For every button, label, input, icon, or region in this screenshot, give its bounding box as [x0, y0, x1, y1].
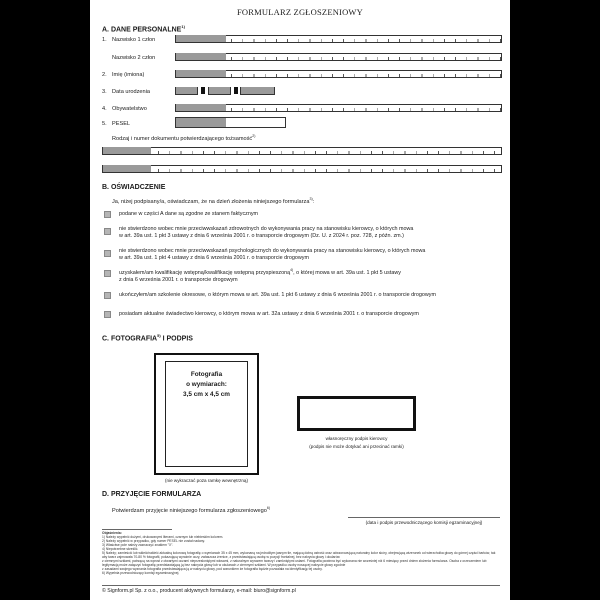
form-page: [90, 0, 510, 600]
document-filled-1: [103, 147, 151, 154]
form-title: FORMULARZ ZGŁOSZENIOWY: [237, 7, 363, 17]
statement-text-1: podane w części A dane są zgodne ze stanem faktycznym: [119, 211, 259, 217]
photo-text-line-3: 3,5 cm x 4,5 cm: [183, 391, 230, 398]
label-surname-2: Nazwisko 2 człon: [112, 55, 156, 61]
first-name-filled: [176, 70, 226, 77]
statement-intro: Ja, niżej podpisany/a, oświadczam, że na dzień złożenia niniejszego formularza$^{3)}$:: [112, 197, 315, 205]
document-filled-2: [103, 165, 151, 172]
statement-checkbox-1[interactable]: [104, 211, 111, 218]
footnote-5-cont: z ciemnymi szkłami, patrzącą na wprost z otwartymi oczami nieprzesłoniętymi włosami, z naturalnym wyrazem twarzy i zamkniętymi ustami. Fotografia powinna być wykonana nie wcześniej niż 6 miesięcy przed dniem złożenia formularza. Osoba z orzeczeniem lub legitymacją może załączyć fotografię przedstawiającą ją bez nakrycia głowy lub w okularach z ciemnymi szkłami. W przypadku osoby noszącej nakrycie głowy zgodnie: [102, 559, 487, 567]
photo-inner-frame[interactable]: [165, 361, 248, 467]
document-field-line-2[interactable]: [102, 165, 502, 173]
footer-divider: [102, 585, 500, 586]
statement-text-6: posiadam aktualne świadectwo kierowcy, o którym mowa w art. 32a ustawy z dnia 6 września 2001 r. o transporcie drogowym: [119, 311, 419, 317]
field-num-4: 4.: [102, 106, 107, 112]
label-pesel: PESEL: [112, 121, 131, 127]
statement-text-2: nie stwierdzono wobec mnie przeciwwskazań zdrowotnych do wykonywania pracy na stanowisku kierowcy, o których mowa w art. 39a ust. 1 pkt 3 ustawy z dnia 6 września 2001 r. o transporcie drogowym (Dz. U. z 2024 r. poz. 728, z późn. zm.): [119, 226, 414, 239]
signature-note: (podpis nie może dotykać ani przecinać ramki): [309, 444, 404, 449]
driver-signature-box[interactable]: [297, 396, 416, 431]
label-first-name: Imię (imiona): [112, 72, 145, 78]
label-birth-date: Data urodzenia: [112, 89, 150, 95]
field-num-3: 3.: [102, 89, 107, 95]
birth-year-filled: [241, 87, 274, 94]
section-d-heading: D. PRZYJĘCIE FORMULARZA: [102, 491, 202, 498]
section-b-heading: B. OŚWIADCZENIE: [102, 184, 166, 191]
footnote-divider: [102, 529, 172, 530]
footer-copyright: © Signform.pl Sp. z o.o., producent aktywnych formularzy, e-mail: biuro@signform.pl: [102, 588, 296, 594]
document-field-line-1[interactable]: [102, 147, 502, 155]
acceptance-text: Potwierdzam przyjęcie niniejszego formularza zgłoszeniowego$^{6)}$: [112, 506, 271, 514]
field-num-5: 5.: [102, 121, 107, 127]
document-label: Rodzaj i numer dokumentu potwierdzającego tożsamość$^{2)}$: [112, 134, 256, 142]
field-num-1: 1.: [102, 37, 107, 43]
footnotes-heading: Objaśnienia:: [102, 531, 122, 535]
footnote-4: 4) Niepotrzebne skreślić.: [102, 547, 139, 551]
footnote-1: 1) Należy wypełnić dużymi, drukowanymi literami, czarnym lub niebieskim kolorem.: [102, 535, 224, 539]
date-separator: [234, 87, 238, 94]
surname-1-filled: [176, 35, 226, 42]
statement-checkbox-6[interactable]: [104, 311, 111, 318]
photo-text-line-1: Fotografia: [190, 371, 223, 378]
birth-day-filled: [176, 87, 197, 94]
footnote-3: 3) Właściwe pole należy zaznaczyć znakiem "X".: [102, 543, 174, 547]
commission-signature-line[interactable]: [348, 517, 500, 518]
surname-2-filled: [176, 53, 226, 60]
footnote-2: 2) Należy wypełnić w przypadku, gdy numer PESEL nie został nadany.: [102, 539, 205, 543]
statement-checkbox-5[interactable]: [104, 292, 111, 299]
footnote-6: 6) Wypełnia przewodniczący komisji egzaminacyjnej.: [102, 571, 180, 575]
section-c-heading: C. FOTOGRAFIA$^{5)}$ I PODPIS: [102, 333, 193, 343]
photo-caption: (nie wykraczać poza ramkę wewnętrzną): [165, 478, 248, 483]
date-separator: [201, 87, 205, 94]
label-citizenship: Obywatelstwo: [112, 106, 147, 112]
pesel-filled: [176, 118, 226, 127]
statement-text-4: uzyskałem/am kwalifikację wstępną/kwalifikację wstępną przyspieszoną$^{4)}$, o której mowa w art. 39a ust. 1 pkt 5 ustawy z dnia 6 września 2001 r. o transporcie drogowym: [119, 268, 401, 283]
section-a-heading: A. DANE PERSONALNE$^{1)}$: [102, 24, 185, 34]
commission-signature-caption: (data i podpis przewodniczącego komisji egzaminacyjnej): [365, 520, 483, 525]
statement-text-5: ukończyłem/am szkolenie okresowe, o którym mowa w art. 39a ust. 1 pkt 6 ustawy z dnia 6 września 2001 r. o transporcie drogowym: [119, 292, 436, 298]
statement-text-3: nie stwierdzono wobec mnie przeciwwskazań psychologicznych do wykonywania pracy na stanowisku kierowcy, o których mowa w art. 39a ust. 1 pkt 4 ustawy z dnia 6 września 2001 r. o transporcie drogowym: [119, 248, 426, 261]
label-surname-1: Nazwisko 1 człon: [112, 37, 156, 43]
signature-caption: własnoręczny podpis kierowcy: [325, 436, 388, 441]
statement-checkbox-2[interactable]: [104, 228, 111, 235]
birth-month-filled: [209, 87, 230, 94]
footnotes: [102, 531, 500, 575]
footnote-5-end: z zasadami swojego wyznania fotografia przedstawiająca ją w nakryciu głowy, pod warunkiem że fotografia będzie pozwalała na identyfikację tej osoby.: [102, 567, 323, 571]
footnote-5: 5) Należy; zamieścić lub wkleić/nakleić aktualną kolorową fotografię o wymiarach 35 x 45 mm, wykonaną na jednolitym jasnym tle, mającą dobrą ostrość oraz odwzorowującą naturalny kolor skóry, obejmującą wizerunek od wierzchołka głowy do górnej części barków, tak aby twarz zajmowała 70-80 % fotografii, pokazującą wyraźnie oczy, zwłaszcza źrenice, z przedstawiającą osobę w pozycji frontalnej, bez nakrycia głowy i okularów: [102, 551, 496, 559]
statement-checkbox-3[interactable]: [104, 250, 111, 257]
field-num-2: 2.: [102, 72, 107, 78]
photo-text-line-2: o wymiarach:: [186, 381, 227, 388]
citizenship-filled: [176, 104, 226, 111]
statement-checkbox-4[interactable]: [104, 270, 111, 277]
